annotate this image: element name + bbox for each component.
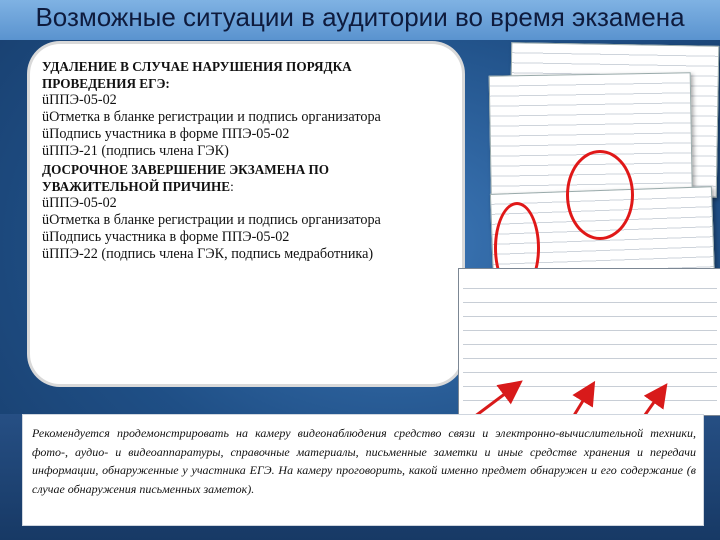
list-item: üОтметка в бланке регистрации и подпись организатора (42, 109, 381, 126)
slide-title: Возможные ситуации в аудитории во время экзамена (0, 0, 720, 40)
list-item: üПодпись участника в форме ППЭ-05-02 (42, 126, 290, 143)
list-item: üППЭ-21 (подпись члена ГЭК) (42, 143, 229, 160)
section-heading-removal: УДАЛЕНИЕ В СЛУЧАЕ НАРУШЕНИЯ ПОРЯДКА ПРОВЕДЕНИЯ ЕГЭ: (42, 59, 352, 92)
list-item: üПодпись участника в форме ППЭ-05-02 (42, 228, 290, 245)
list-item: üППЭ-05-02 (42, 194, 117, 211)
list-item: üППЭ-05-02 (42, 92, 117, 109)
list-item: üППЭ-22 (подпись члена ГЭК, подпись медработника) (42, 246, 374, 263)
section-heading-colon: : (230, 178, 234, 194)
section-heading-early-finish-text: ДОСРОЧНОЕ ЗАВЕРШЕНИЕ ЭКЗАМЕНА ПО УВАЖИТЕЛЬНОЙ ПРИЧИНЕ (42, 161, 330, 194)
recommendation-text: Рекомендуется продемонстрировать на камеру видеонаблюдения средство связи и электронно-вычислительной техники, фото-, аудио- и видеоаппаратуры, справочные материалы, письменные заметки и иные средстве хранения и передачи информации, обнаруженные у участника ЕГЭ. На камеру проговорить, какой именно предмет обнаружен и его содержание (в случае обнаружения письменных заметок). (32, 426, 696, 496)
list-item: üОтметка в бланке регистрации и подпись организатора (42, 211, 381, 228)
